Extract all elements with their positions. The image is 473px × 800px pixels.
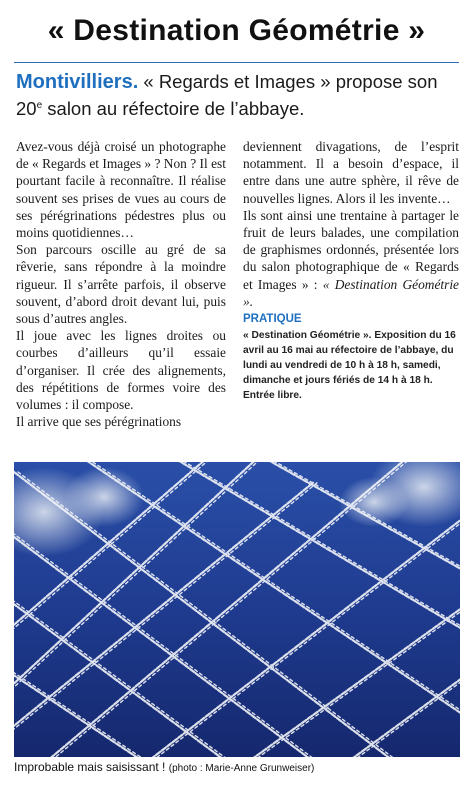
- standfirst-text-end: salon au réfectoire de l’abbaye.: [42, 98, 305, 120]
- paragraph: [243, 207, 459, 310]
- paragraph: Son parcours oscille au gré de sa rêverie, sans répondre à la moindre rigueur. Il s’arrête parfois, il observe souvent, d’abord droit devant lui, puis sous d’autres angles.: [16, 242, 226, 327]
- exhibition-title: « Destination Géométrie ».: [243, 276, 459, 309]
- standfirst: [16, 70, 462, 121]
- article-column-right: [243, 138, 459, 403]
- photo-credit: (photo : Marie-Anne Grunweiser): [168, 763, 315, 774]
- paragraph: Il joue avec les lignes droites ou courbes d’ailleurs qu’il essaie d’organiser. Il crée des alignements, des répétitions de formes voire des volumes : il compose.: [16, 328, 226, 413]
- paragraph: Avez-vous déjà croisé un photographe de « Regards et Images » ? Non ? Il est pourtant facile à reconnaître. Il réalise souvent ses prises de vues au cours de ses pérégrinations pédestres plus ou moins quotidiennes…: [16, 139, 226, 241]
- caption-text: Improbable mais saisissant !: [14, 760, 169, 774]
- photo-contrails: [14, 462, 460, 757]
- article-column-left: [16, 138, 226, 430]
- standfirst-text: « Regards et Images » propose son 20: [16, 71, 438, 120]
- paragraph: Il arrive que ses pérégrinations: [16, 414, 182, 430]
- standfirst-ordinal: e: [36, 100, 43, 111]
- paragraph-text: Ils sont ainsi une trentaine à partager le fruit de leurs balades, une compilation de graphismes ordonnés, présentée lors du salon photographique de « Regards et Images » :: [243, 207, 459, 292]
- pratique-info: « Destination Géométrie ». Exposition du 16 avril au 16 mai au réfectoire de l’abbaye, du lundi au vendredi de 10 h à 18 h, samedi, dimanche et jours fériés de 14 h à 18 h. Entrée libre.: [243, 330, 456, 402]
- headline-rule: [14, 62, 459, 63]
- headline: « Destination Géométrie »: [47, 14, 426, 47]
- standfirst-place: Montivilliers.: [16, 71, 139, 93]
- pratique-label: PRATIQUE: [243, 313, 302, 326]
- paragraph: deviennent divagations, de l’esprit notamment. Il a besoin d’espace, il entre dans une autre sphère, il rêve de nouvelles lignes. Alors il les invente…: [243, 139, 459, 206]
- photo-caption: [14, 760, 460, 774]
